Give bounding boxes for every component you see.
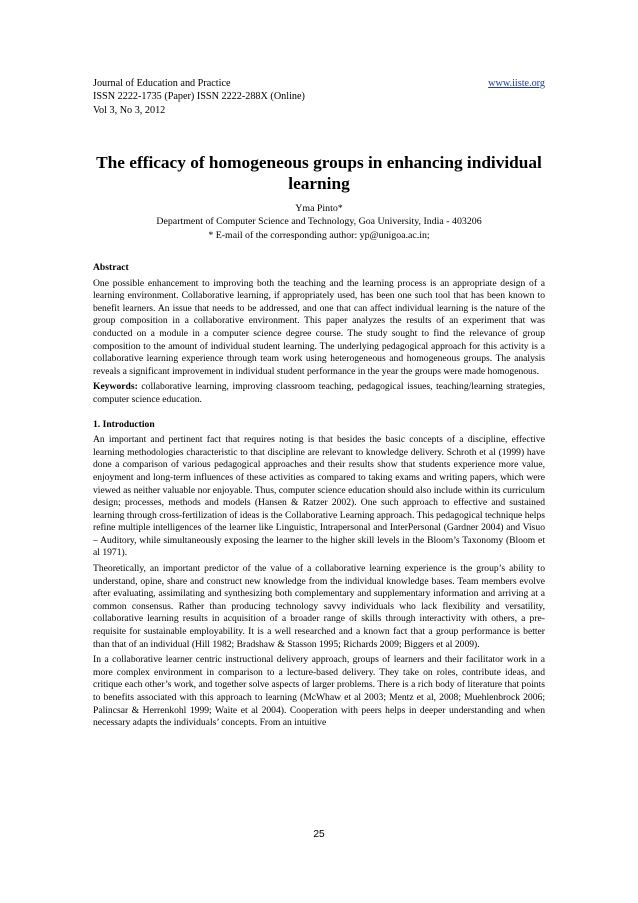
keywords-line [93, 381, 545, 406]
journal-website-link[interactable]: www.iiste.org [488, 78, 545, 89]
paper-title: The efficacy of homogeneous groups in enhancing individual learning [96, 153, 542, 193]
author-email: * E-mail of the corresponding author: yp@unigoa.ac.in; [208, 229, 430, 241]
intro-paragraph: An important and pertinent fact that requires noting is that besides the basic concepts of a discipline, effective learning methodologies characteristic to that discipline are relevant to knowledge delivery. Schroth et al (1999) have done a comparison of various pedagogical approaches and their results show that students experience more value, enjoyment and long-term influences of these activities as compared to taking exams and writing papers, which were viewed as neither valuable nor enjoyable. Thus, computer science education should also include within its curriculum design; processes, methods and models (Hansen & Ratzer 2002). One such approach to effective and sustained learning through cross-fertilization of ideas is the Collaborative Learning approach. This pedagogical technique helps refine multiple intelligences of the learner like Linguistic, Intrapersonal and InterPersonal (Gardner 2004) and Visuo – Auditory, while simultaneously exposing the learner to the higher skill levels in the Bloom’s Taxonomy (Bloom et al 1971). [93, 434, 545, 559]
keywords-text: collaborative learning, improving classroom teaching, pedagogical issues, teaching/learning strategies, computer science education. [93, 381, 545, 405]
paper-body [93, 262, 545, 730]
intro-paragraph: Theoretically, an important predictor of the value of a collaborative learning experience is the group’s ability to understand, opine, share and construct new knowledge from the individual knowledge bases. Team members evolve after evaluating, assimilating and synthesizing both complementary and supplementary information and arriving at a common consensus. Rather than producing technology savvy individuals who lack flexibility and versatility, collaborative learning results in acquisition of a broader range of skills through interactivity with others, a pre-requisite for sustainable employability. It is a well researched and a known fact that a group performance is better than that of an individual (Hill 1982; Bradshaw & Stasson 1995; Richards 2009; Biggers et al 2009). [93, 563, 545, 650]
abstract-heading: Abstract [93, 262, 129, 273]
abstract-text: One possible enhancement to improving both the teaching and the learning process is an appropriate design of a learning environment. Collaborative learning, if appropriately used, has been one such tool that has been known to benefit learners. An issue that needs to be addressed, and one that can affect individual learning is the nature of the group composition in a collaborative environment. This paper analyzes the results of an experiment that was conducted on a module in a computer science degree course. The study sought to find the relevance of group composition to the amount of individual student learning. The underlying pedagogical approach for this activity is a collaborative learning experience through team work using heterogeneous and homogeneous groups. The analysis reveals a significant improvement in individual student performance in the year the groups were made homogenous. [93, 277, 545, 377]
section-heading: 1. Introduction [93, 418, 155, 430]
issn-line: ISSN 2222-1735 (Paper) ISSN 2222-288X (Online) [93, 91, 305, 103]
author-block [93, 202, 545, 242]
journal-name: Journal of Education and Practice [93, 78, 231, 89]
keywords-label: Keywords: [93, 381, 138, 393]
page-number: 25 [313, 829, 325, 840]
intro-paragraph: In a collaborative learner centric instructional delivery approach, groups of learners and their facilitator work in a more complex environment in comparison to a lecture-based delivery. They take on roles, contribute ideas, and critique each other’s work, and together solve aspects of larger problems. There is a rich body of literature that points to benefits associated with this approach to learning (McWhaw et al 2003; Mentz et al, 2008; Muehlenbrock 2006; Palincsar & Herrenkohl 1999; Waite et al 2004). Cooperation with peers helps in deeper understanding and when necessary adapts the individuals’ concepts. From an intuitive [93, 654, 545, 729]
author-affiliation: Department of Computer Science and Technology, Goa University, India - 403206 [156, 216, 482, 228]
volume-line: Vol 3, No 3, 2012 [93, 104, 166, 116]
author-name: Yma Pinto* [295, 203, 343, 214]
journal-header [93, 77, 545, 117]
